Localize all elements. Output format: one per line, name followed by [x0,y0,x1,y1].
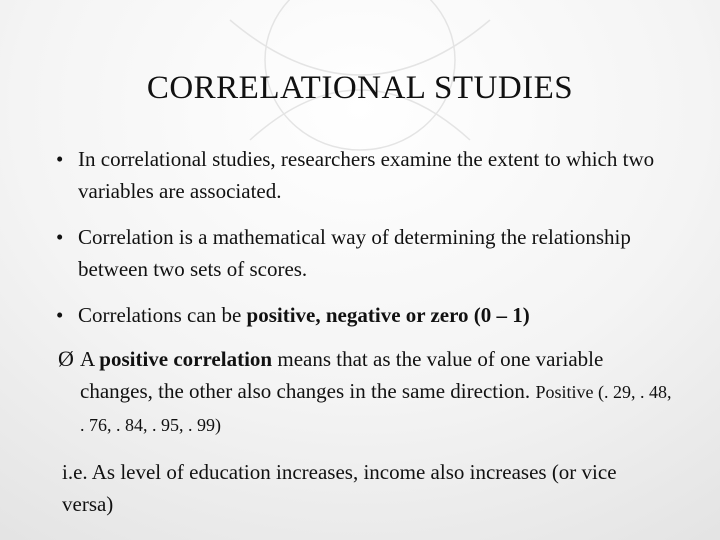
bullet-item [56,299,676,331]
bullet-item [56,143,676,207]
arrow-text-body: means that as the value of one variable changes, the other also changes in the same direction. [80,347,604,403]
bullet-text: Correlation is a mathematical way of determining the relationship between two sets of scores. [78,225,631,281]
bullet-text-prefix: Correlations can be [78,303,247,327]
bullet-marker: • [56,147,64,171]
bullet-marker: • [56,303,64,327]
positive-values: Positive (. 29, . 48, . 76, . 84, . 95, . 99) [80,382,672,435]
arrow-bullet-text [80,343,678,441]
arrow-text-bold: positive correlation [99,347,273,371]
example-note: i.e. As level of education increases, income also increases (or vice versa) [62,460,617,516]
bullet-text [78,299,676,331]
bullet-marker: • [56,225,64,249]
bullet-text: In correlational studies, researchers examine the extent to which two variables are associated. [78,147,655,203]
arrow-text-prefix: A [80,347,100,371]
arrow-bullet-item [58,343,678,441]
bullet-item [56,221,676,285]
bullet-text-bold: positive, negative or zero (0 – 1) [246,303,530,327]
arrow-bullet-icon: Ø [58,346,74,371]
slide-title: CORRELATIONAL STUDIES [146,70,574,106]
